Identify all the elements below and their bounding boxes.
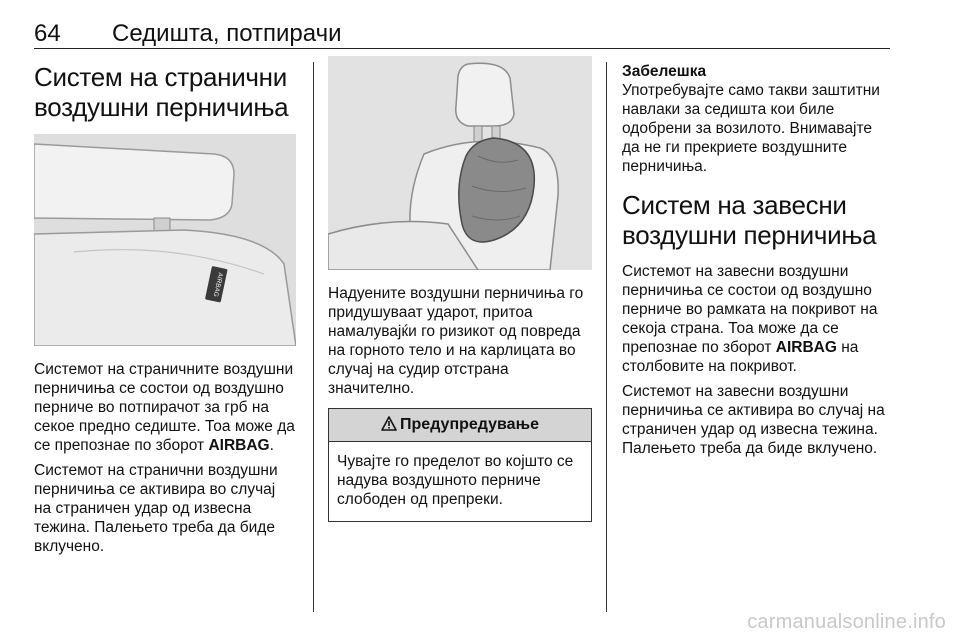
note-title: Забелешка bbox=[622, 63, 707, 80]
keyword-airbag-curtain: AIRBAG bbox=[775, 339, 837, 356]
page-header bbox=[34, 18, 890, 49]
column-divider-2 bbox=[606, 62, 607, 612]
column-divider-1 bbox=[313, 62, 314, 612]
paragraph-curtain-airbag-activation: Системот на завесни воздушни перничиња се активира во случај на страничен удар од извесна тежина. Палењето треба да биде вклучено. bbox=[622, 383, 885, 457]
column-2 bbox=[328, 62, 592, 522]
chapter-title: Седишта, потпирачи bbox=[112, 20, 342, 47]
paragraph-side-airbag-activation: Системот на странични воздушни перничиња се активира во случај на страничен удар од извесна тежина. Палењето треба да биде вклучено. bbox=[34, 462, 278, 555]
column-3 bbox=[622, 62, 890, 464]
warning-body bbox=[329, 442, 591, 521]
warning-text: Чувајте го пределот во којшто се надува воздушното перниче слободен од препреки. bbox=[337, 453, 574, 508]
warning-title: Предупредување bbox=[400, 416, 539, 433]
note-text: Употребувајте само такви заштитни навлаки за седишта кои биле одобрени за возилото. Внимавајте да не ги прекриете воздушните перничиња. bbox=[622, 82, 880, 175]
inflated-airbag-illustration bbox=[328, 56, 592, 270]
warning-box bbox=[328, 408, 592, 522]
warning-header bbox=[329, 409, 591, 442]
watermark[interactable]: carmanualsonline.info bbox=[747, 611, 946, 633]
seat-inflated-airbag-drawing bbox=[328, 56, 592, 270]
page-number: 64 bbox=[34, 20, 61, 47]
warning-triangle-icon bbox=[381, 416, 397, 431]
side-airbag-illustration bbox=[34, 134, 296, 346]
section-heading-side-airbags: Систем на странични воздушни перничиња bbox=[34, 62, 289, 122]
seat-airbag-label-drawing bbox=[34, 134, 296, 346]
column-1 bbox=[34, 62, 296, 562]
note-block bbox=[622, 62, 890, 176]
keyword-airbag: AIRBAG bbox=[208, 437, 270, 454]
paragraph-side-airbag-description: Системот на страничните воздушни перничиња се состои од воздушно перниче во потпирачот за грб на секое предно седиште. Тоа може да се препознае по зборот AIRBAG. bbox=[34, 361, 295, 454]
section-heading-curtain-airbags: Систем на завесни воздушни перничиња bbox=[622, 190, 877, 250]
paragraph-inflated-airbags: Надуените воздушни перничиња го придушуваат ударот, притоа намалувајќи го ризикот од повреда на горното тело и на карлицата во случај на судир отстрана значително. bbox=[328, 285, 584, 397]
airbag-tag-text: AIRBAG bbox=[211, 271, 224, 298]
paragraph-curtain-airbag-description: Системот на завесни воздушни перничиња се состои од воздушно перниче во рамката на покривот на секоја страна. Тоа може да се препознае по зборот AIRBAG на столбовите на покривот. bbox=[622, 263, 878, 375]
